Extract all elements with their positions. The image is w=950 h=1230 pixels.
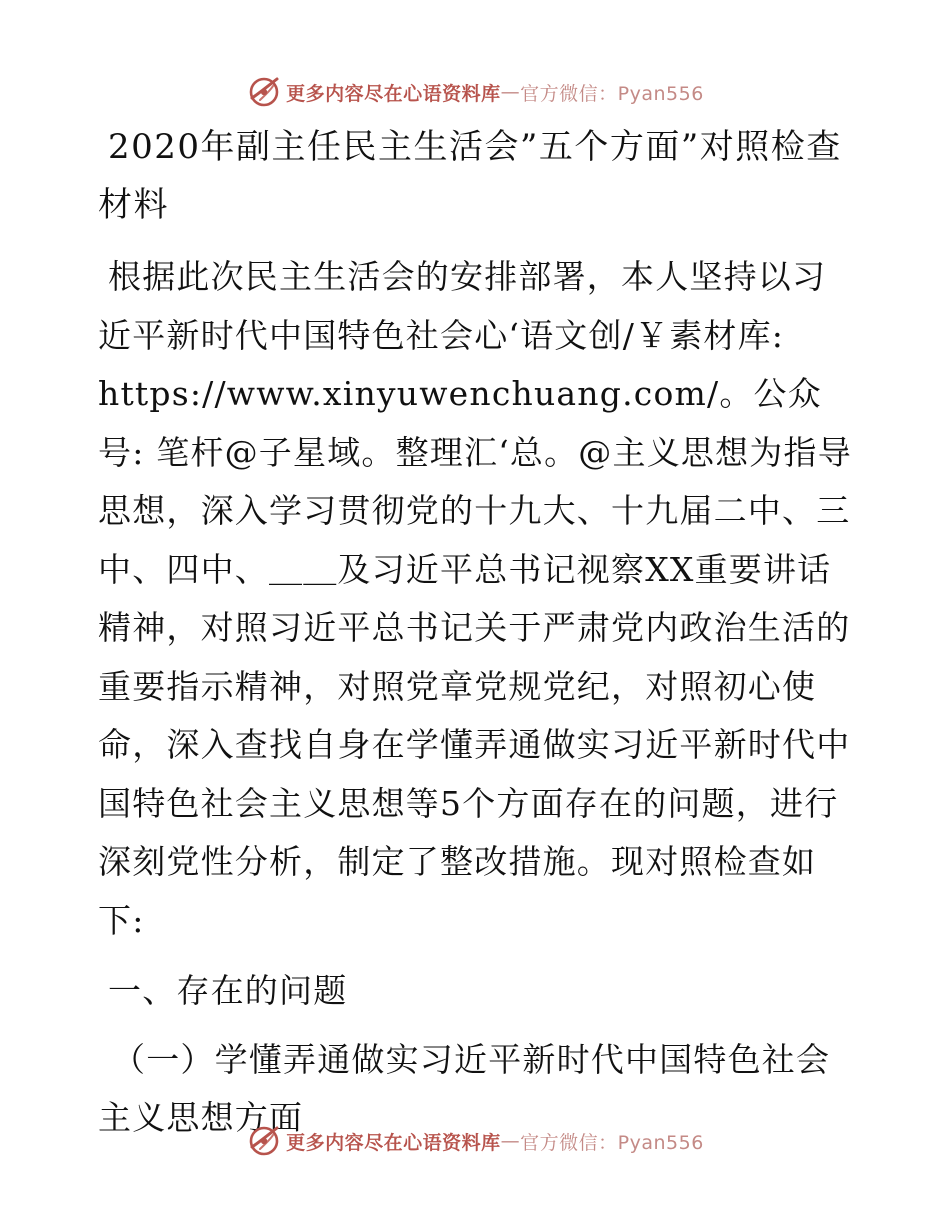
- banner-wechat-text: 官方微信：Pyan556: [520, 82, 704, 105]
- banner-main-text: 更多内容尽在心语资料库: [286, 1131, 501, 1154]
- footer-watermark-banner: [0, 1121, 950, 1161]
- banner-main-text: 更多内容尽在心语资料库: [286, 82, 501, 105]
- section-heading: 一、存在的问题: [108, 971, 348, 1010]
- subsection-heading: （一）学懂弄通做实习近平新时代中国特色社会主义思想方面: [98, 1039, 831, 1137]
- banner-separator: —: [500, 1130, 521, 1152]
- brush-seal-logo-icon: [246, 1123, 282, 1159]
- banner-separator: —: [500, 81, 521, 103]
- brush-seal-logo-icon: [246, 74, 282, 110]
- document-title: 2020年副主任民主生活会”五个方面”对照检查材料: [98, 127, 842, 225]
- header-watermark-banner: [0, 72, 950, 112]
- banner-wechat-text: 官方微信：Pyan556: [520, 1131, 704, 1154]
- intro-paragraph: 根据此次民主生活会的安排部署，本人坚持以习近平新时代中国特色社会心‘语文创/￥素材库: https://www.xinyuwenchuang.com/。公众号: 笔杆@子星域。整理汇‘总。@主义思想为指导思想，深入学习贯彻党的十九大、十九届二中、三中、四中、＿＿及习近平总书记视察XX重要讲话精神，对照习近平总书记关于严肃党内政治生活的重要指示精神，对照党章党规党纪，对照初心使命，深入查找自身在学懂弄通做实习近平新时代中国特色社会主义思想等5个方面存在的问题，进行深刻党性分析，制定了整改措施。现对照检查如下:: [98, 257, 852, 940]
- document-body: [98, 118, 858, 1148]
